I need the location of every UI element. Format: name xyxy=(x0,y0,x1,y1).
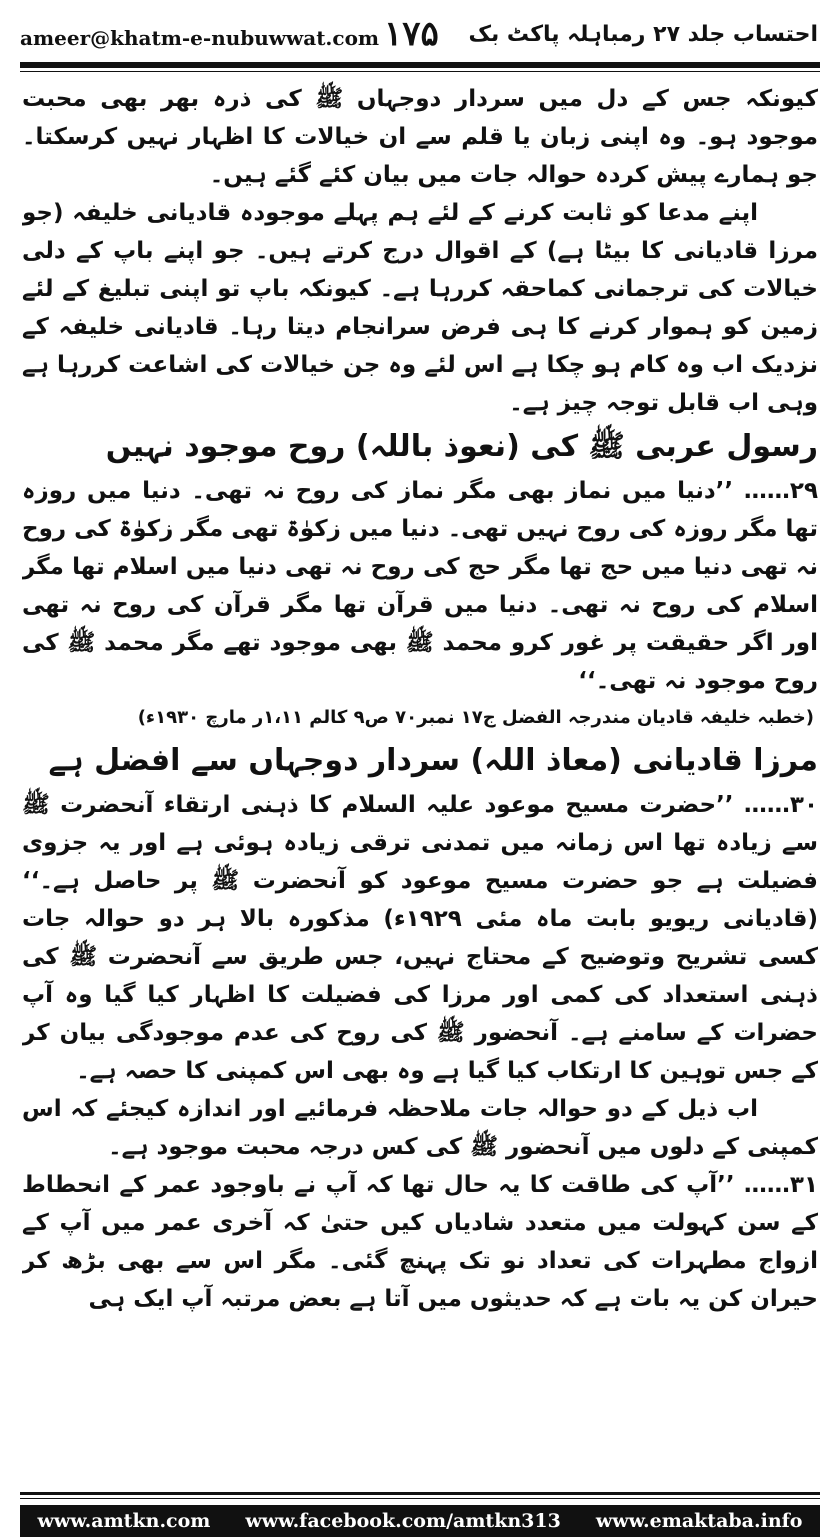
page-number: ۱۷۵ xyxy=(384,14,439,54)
header-email[interactable]: ameer@khatm-e-nubuwwat.com xyxy=(20,26,380,50)
footer-link-emaktaba[interactable]: www.emaktaba.info xyxy=(595,1510,803,1532)
header-rule-thin xyxy=(20,71,820,72)
section-heading-2: مرزا قادیانی (معاذ اللہ) سردار دوجہاں سے افضل ہے xyxy=(48,743,818,778)
paragraph-intro: کیونکہ جس کے دل میں سردار دوجہاں ﷺ کی ذرہ بھر بھی محبت موجود ہو۔ وہ اپنی زبان یا قلم سے ان خیالات کا اظہار نہیں کرسکتا۔ جو ہمارے پیش کردہ حوالہ جات میں بیان کئے گئے ہیں۔ xyxy=(22,86,818,188)
footer-bar xyxy=(20,1505,820,1537)
paragraph-intro-2: اب ذیل کے دو حوالہ جات ملاحظہ فرمائیے اور اندازہ کیجئے کہ اس کمپنی کے دلوں میں آنحضور ﷺ کی کس درجہ محبت موجود ہے۔ xyxy=(22,1096,818,1160)
footer-link-amtkn[interactable]: www.amtkn.com xyxy=(37,1510,211,1532)
section-heading-1: رسول عربی ﷺ کی (نعوذ باللہ) روح موجود نہیں xyxy=(105,429,818,464)
footer-link-facebook[interactable]: www.facebook.com/amtkn313 xyxy=(245,1510,561,1532)
quote-30: ۳۰…… ’’حضرت مسیح موعود علیہ السلام کا ذہنی ارتقاء آنحضرت ﷺ سے زیادہ تھا اس زمانہ میں تمدنی ترقی زیادہ ہوئی ہے اور یہ جزوی فضیلت ہے جو حضرت مسیح موعود کو آنحضرت ﷺ پر حاصل ہے۔‘‘ (قادیانی ریویو بابت ماہ مئی ۱۹۲۹ء) مذکورہ بالا ہر دو حوالہ جات کسی تشریح وتوضیح کے محتاج نہیں، جس طریق سے آنحضرت ﷺ کی ذہنی استعداد کی کمی اور مرزا کی فضیلت کا اظہار کیا گیا وہ آپ حضرات کے سامنے ہے۔ آنحضور ﷺ کی روح کی عدم موجودگی بیان کر کے جس توہین کا ارتکاب کیا گیا ہے وہ بھی اس کمپنی کا حصہ ہے۔ xyxy=(22,792,818,1084)
book-title: احتساب جلد ۲۷ رمباہلہ پاکٹ بک xyxy=(468,22,818,47)
header-rule xyxy=(20,62,820,68)
paragraph-claim: اپنے مدعا کو ثابت کرنے کے لئے ہم پہلے موجودہ قادیانی خلیفہ (جو مرزا قادیانی کا بیٹا ہے) کے اقوال درج کرتے ہیں۔ جو اپنے باپ کے دلی خیالات کی ترجمانی کماحقہ کررہا ہے۔ کیونکہ باپ تو اپنی تبلیغ کے لئے زمین کو ہموار کرنے کا ہی فرض سرانجام دیتا رہا۔ قادیانی خلیفہ کے نزدیک اب وہ کام ہو چکا ہے اس لئے وہ جن خیالات کی اشاعت کررہا ہے وہی اب قابل توجہ چیز ہے۔ xyxy=(22,200,818,416)
page-body xyxy=(22,80,818,1475)
quote-29: ۲۹…… ’’دنیا میں نماز بھی مگر نماز کی روح نہ تھی۔ دنیا میں روزہ تھا مگر روزہ کی روح نہیں تھی۔ دنیا میں زکوٰۃ تھی مگر زکوٰۃ کی روح نہ تھی دنیا میں حج تھا مگر حج کی روح نہ تھی دنیا میں اسلام تھا مگر اسلام کی روح نہ تھی۔ دنیا میں قرآن تھا مگر قرآن کی روح نہ تھی اور اگر حقیقت پر غور کرو محمد ﷺ بھی موجود تھے مگر محمد ﷺ کی روح موجود نہ تھی۔‘‘ xyxy=(22,478,818,694)
quote-31: ۳۱…… ’’آپ کی طاقت کا یہ حال تھا کہ آپ نے باوجود عمر کے انحطاط کے سن کہولت میں متعدد شادیاں کیں حتیٰ کہ آخری عمر میں آپ کے ازواج مطہرات کی تعداد نو تک پہنچ گئی۔ مگر اس سے بھی بڑھ کر حیران کن یہ بات ہے کہ حدیثوں میں آتا ہے بعض مرتبہ آپ ایک ہی xyxy=(22,1172,818,1312)
footer-rule-thin xyxy=(20,1498,820,1499)
reference-29: (خطبہ خلیفہ قادیان مندرجہ الفضل ج۱۷ نمبر۷۰ ص۹ کالم ۱،۱۱ر مارچ ۱۹۳۰ء) xyxy=(137,707,814,728)
footer-rule xyxy=(20,1492,820,1495)
page-header xyxy=(0,0,840,62)
